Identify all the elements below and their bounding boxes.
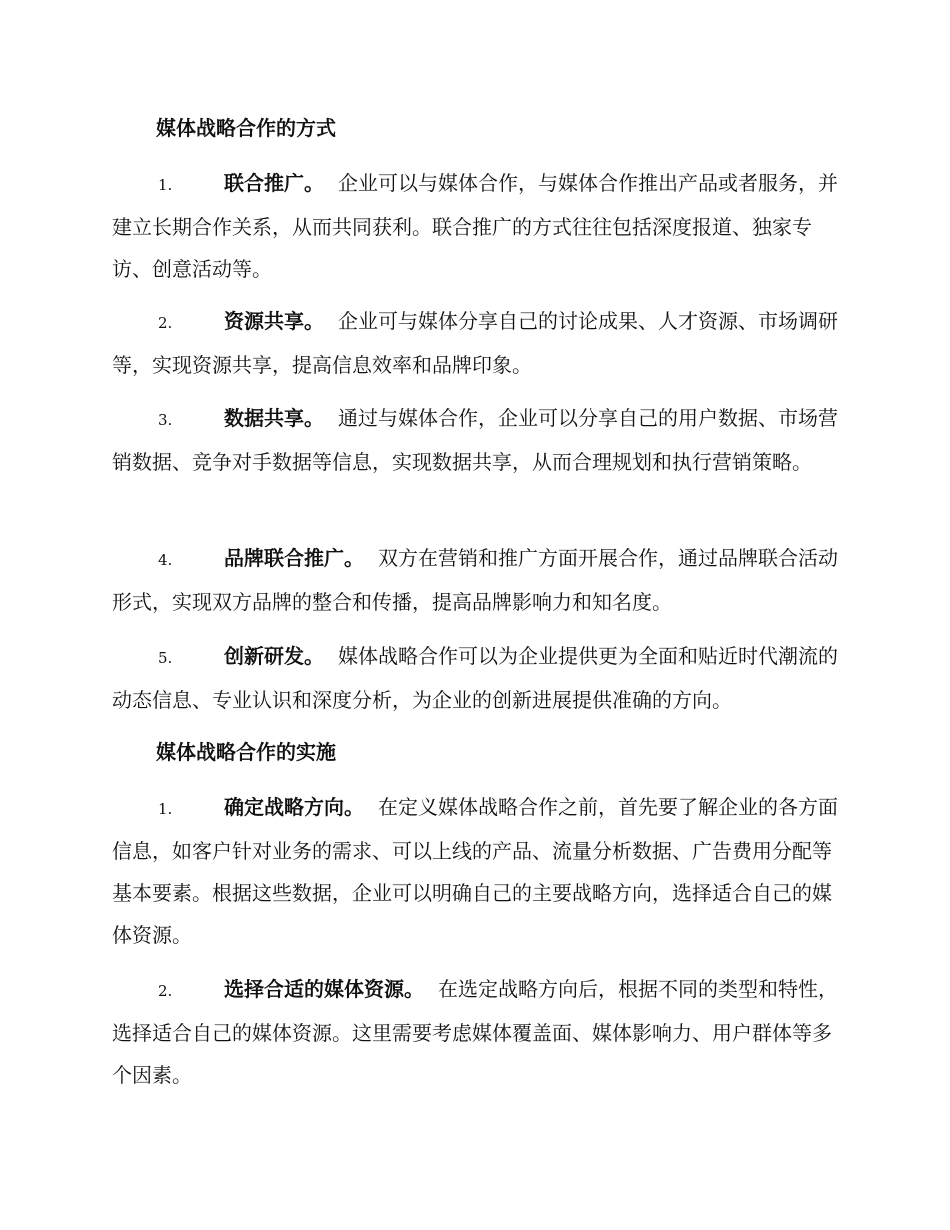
list-number: 2. [158, 982, 173, 1000]
list-item [112, 537, 842, 623]
item-text: 媒体战略合作可以为企业提供更为全面和贴近时代潮流的动态信息、专业认识和深度分析，为企业的创新进展提供准确的方向。 [112, 644, 838, 712]
item-title: 联合推广。 [224, 171, 324, 195]
list-number: 4. [158, 551, 173, 569]
list-number: 1. [158, 800, 173, 818]
item-text: 在定义媒体战略合作之前，首先要了解企业的各方面信息，如客户针对业务的需求、可以上线的产品、流量分析数据、广告费用分配等基本要素。根据这些数据，企业可以明确自己的主要战略方向，选择适合自己的媒体资源。 [112, 795, 838, 947]
list-item [112, 635, 842, 721]
list-item [112, 300, 842, 386]
section-heading-methods: 媒体战略合作的方式 [156, 116, 336, 140]
item-title: 创新研发。 [224, 644, 324, 668]
list-item [112, 968, 842, 1096]
section-heading-implementation: 媒体战略合作的实施 [156, 740, 336, 764]
item-text: 在选定战略方向后，根据不同的类型和特性，选择适合自己的媒体资源。这里需要考虑媒体覆盖面、媒体影响力、用户群体等多个因素。 [112, 977, 838, 1087]
list-number: 1. [158, 176, 173, 194]
item-text: 双方在营销和推广方面开展合作，通过品牌联合活动形式，实现双方品牌的整合和传播，提高品牌影响力和知名度。 [112, 546, 838, 614]
list-item [112, 397, 842, 483]
list-number: 2. [158, 314, 173, 332]
item-title: 确定战略方向。 [224, 795, 364, 819]
list-item [112, 786, 842, 956]
list-number: 3. [158, 411, 173, 429]
item-title: 资源共享。 [224, 309, 324, 333]
item-title: 数据共享。 [224, 406, 324, 430]
item-title: 选择合适的媒体资源。 [224, 977, 424, 1001]
item-title: 品牌联合推广。 [224, 546, 364, 570]
list-item [112, 162, 842, 290]
item-text: 企业可以与媒体合作，与媒体合作推出产品或者服务，并建立长期合作关系，从而共同获利。联合推广的方式往往包括深度报道、独家专访、创意活动等。 [112, 171, 838, 281]
list-number: 5. [158, 649, 173, 667]
item-text: 通过与媒体合作，企业可以分享自己的用户数据、市场营销数据、竞争对手数据等信息，实现数据共享，从而合理规划和执行营销策略。 [112, 406, 838, 474]
item-text: 企业可与媒体分享自己的讨论成果、人才资源、市场调研等，实现资源共享，提高信息效率和品牌印象。 [112, 309, 838, 377]
